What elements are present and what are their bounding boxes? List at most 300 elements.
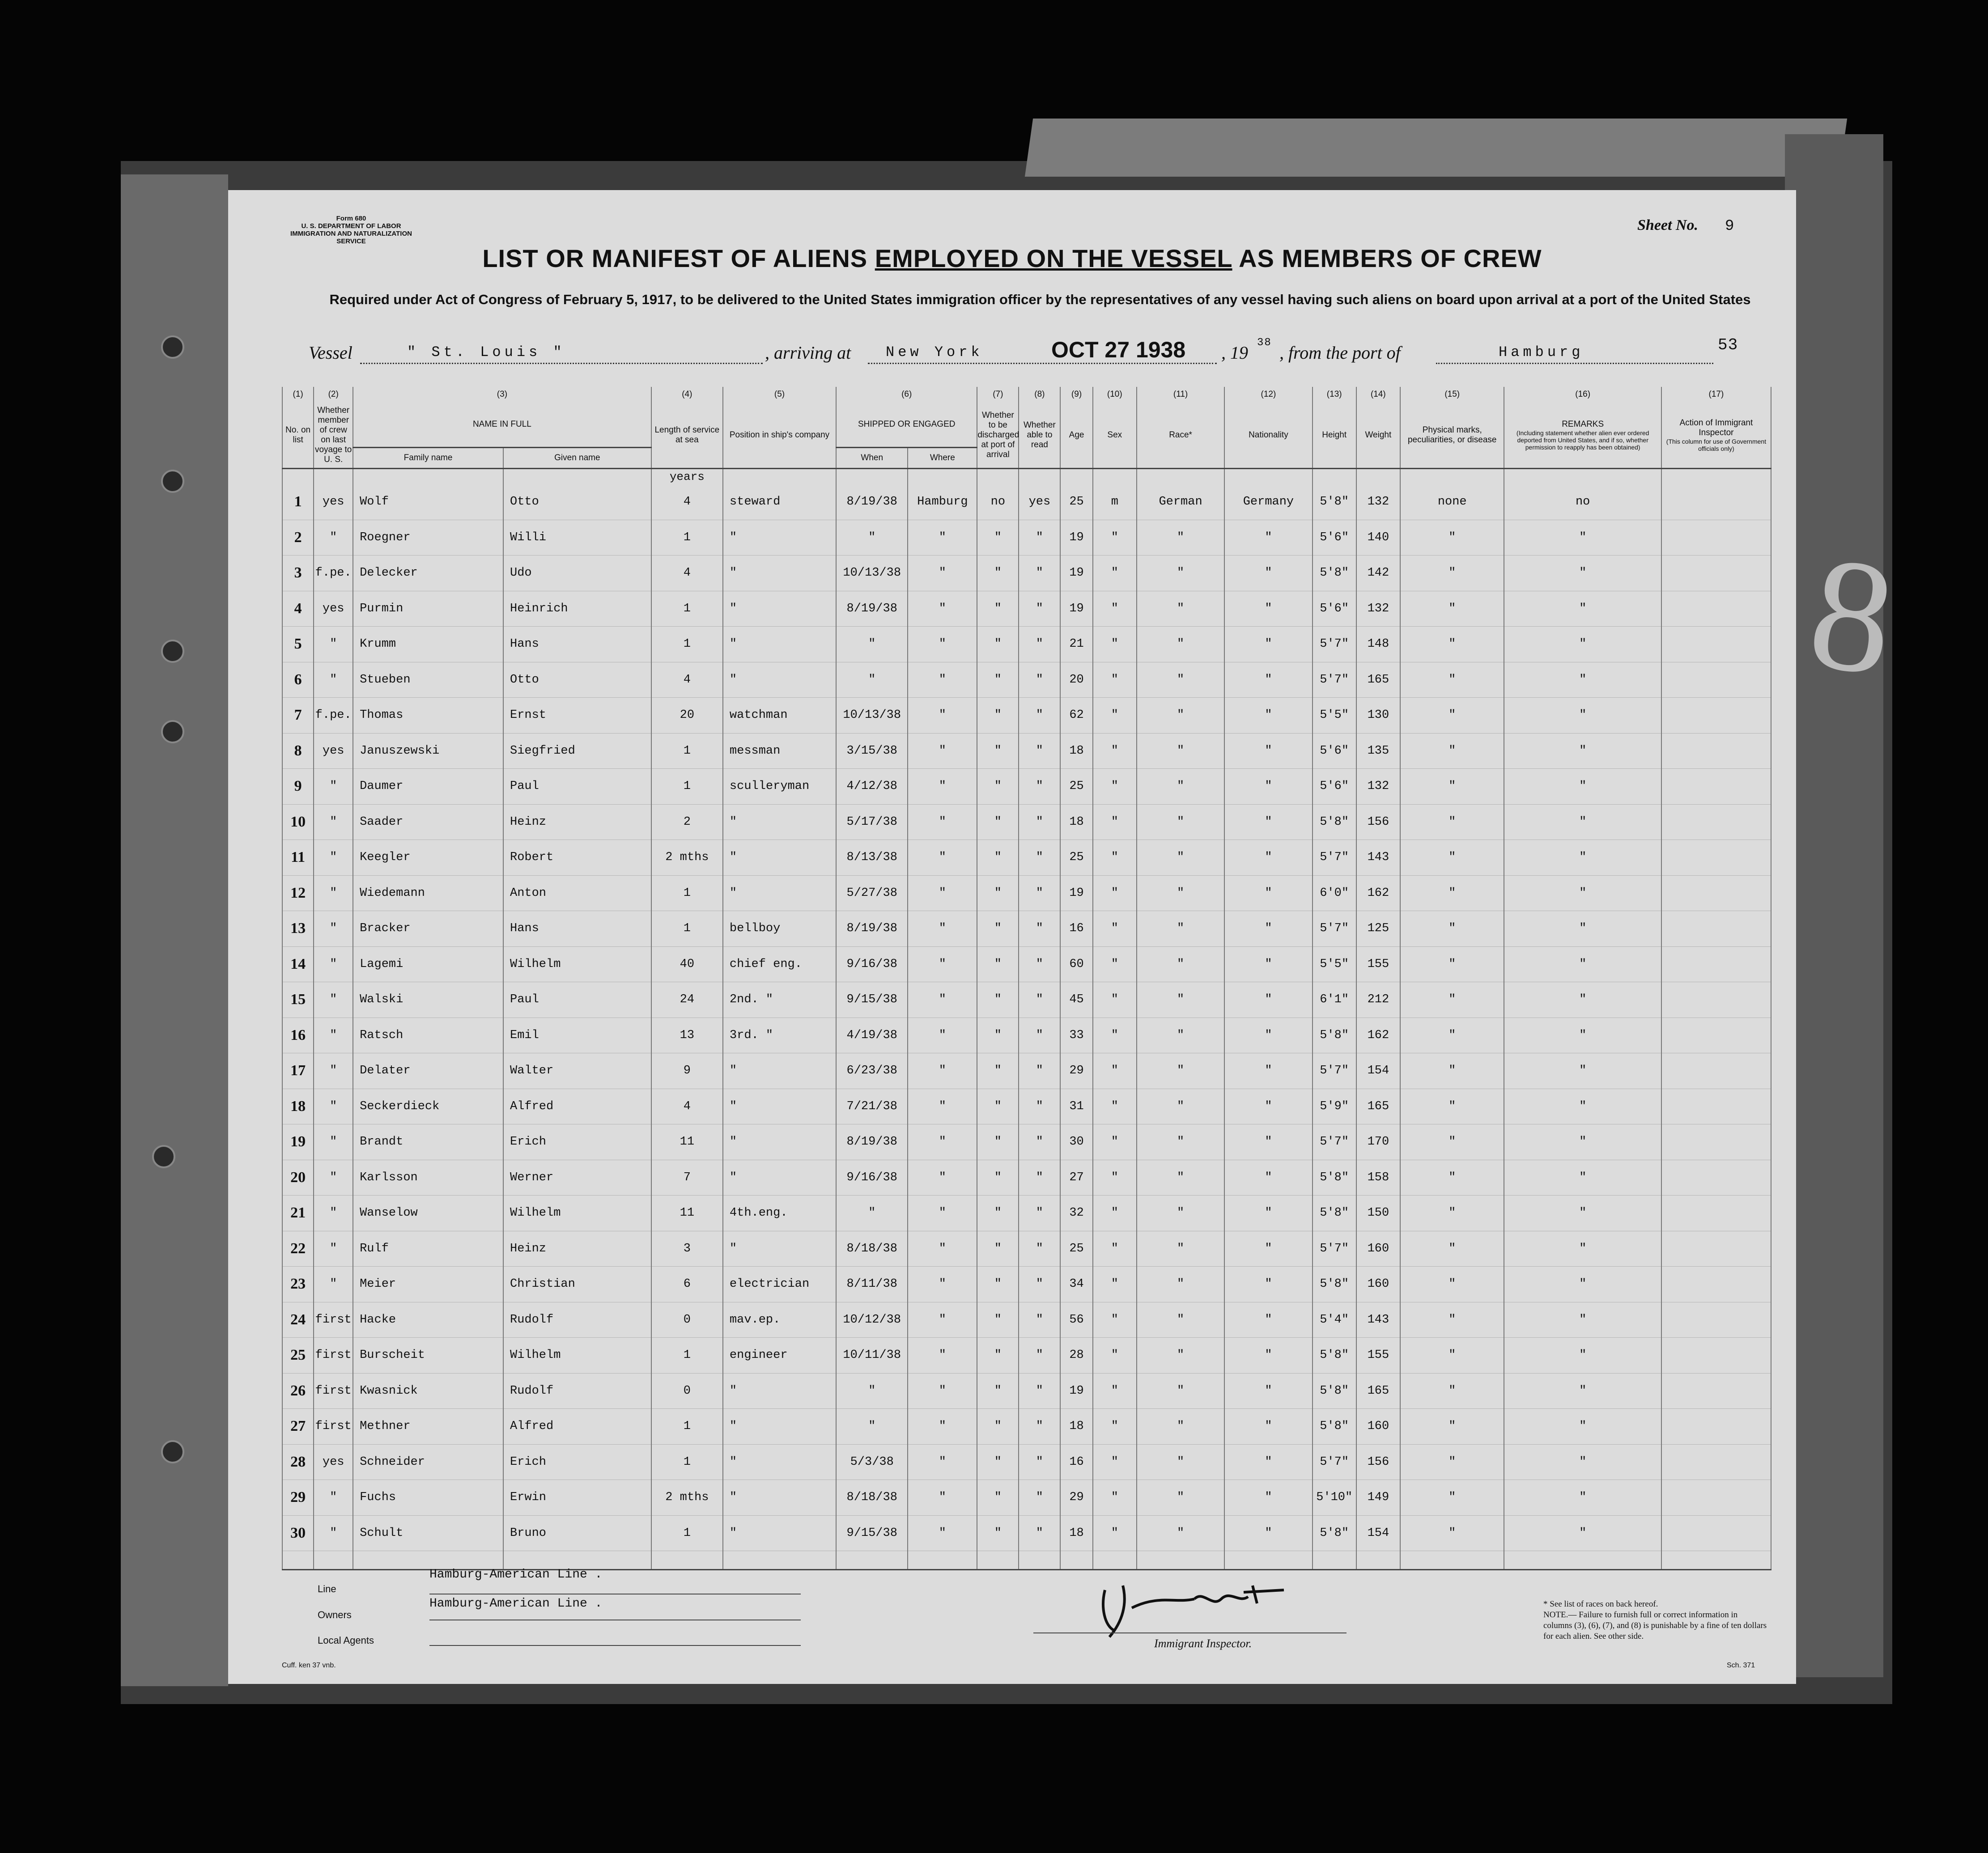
to-be-discharged-cell: " [977, 1302, 1019, 1338]
sex-cell: " [1093, 1480, 1137, 1516]
position-cell: messman [723, 733, 836, 769]
age-cell: 19 [1060, 520, 1092, 555]
sex-cell: " [1093, 1409, 1137, 1445]
physical-marks-cell: " [1400, 1267, 1504, 1302]
able-to-read-cell: " [1019, 1444, 1060, 1480]
height-cell: 5'6" [1313, 520, 1356, 555]
length-of-service-cell: 13 [651, 1018, 723, 1053]
sex-cell: " [1093, 1053, 1137, 1089]
able-to-read-cell: " [1019, 911, 1060, 947]
length-of-service-cell: 24 [651, 982, 723, 1018]
to-be-discharged-cell: " [977, 698, 1019, 734]
scan-backing-top [1025, 119, 1847, 177]
sex-cell: " [1093, 875, 1137, 911]
from-fill-line [1436, 363, 1713, 364]
shipped-when-cell: 8/18/38 [836, 1480, 908, 1516]
shipped-when-cell: 8/19/38 [836, 911, 908, 947]
header-height: Height [1313, 402, 1356, 469]
shipped-where-cell: " [908, 1196, 977, 1231]
family-name-cell: Daumer [353, 769, 503, 805]
given-name-cell: Rudolf [503, 1373, 651, 1409]
previous-voyage-cell: first [314, 1338, 353, 1374]
nationality-cell: " [1224, 1124, 1312, 1160]
nationality-cell: " [1224, 1018, 1312, 1053]
height-cell: 5'7" [1313, 627, 1356, 662]
family-name-cell: Wolf [353, 484, 503, 520]
given-name-cell: Erich [503, 1124, 651, 1160]
able-to-read-cell: " [1019, 1338, 1060, 1374]
height-cell: 5'4" [1313, 1302, 1356, 1338]
inspector-action-cell [1661, 1231, 1771, 1267]
given-name-cell: Robert [503, 840, 651, 876]
form-reference: Form 680 U. S. DEPARTMENT OF LABOR IMMIGRATION AND NATURALIZATION SERVICE [290, 215, 412, 245]
blank-cell [1137, 469, 1224, 485]
inspector-action-cell [1661, 733, 1771, 769]
family-name-cell: Schneider [353, 1444, 503, 1480]
remarks-cell: " [1504, 1267, 1661, 1302]
to-be-discharged-cell: " [977, 1515, 1019, 1551]
title-part-c: AS MEMBERS OF CREW [1232, 244, 1542, 272]
given-name-cell: Otto [503, 484, 651, 520]
to-be-discharged-cell: " [977, 1018, 1019, 1053]
table-row [282, 591, 1771, 627]
height-cell: 5'8" [1313, 1409, 1356, 1445]
shipped-when-cell: " [836, 1196, 908, 1231]
header-shipped-or-engaged: SHIPPED OR ENGAGED [836, 402, 977, 448]
crew-number-cell: 2 [282, 520, 314, 555]
inspector-action-cell [1661, 484, 1771, 520]
nationality-cell: " [1224, 1338, 1312, 1374]
crew-number-cell: 16 [282, 1018, 314, 1053]
previous-voyage-cell: " [314, 982, 353, 1018]
shipped-where-cell: " [908, 1018, 977, 1053]
able-to-read-cell: yes [1019, 484, 1060, 520]
given-name-cell: Emil [503, 1018, 651, 1053]
given-name-cell: Siegfried [503, 733, 651, 769]
age-cell: 33 [1060, 1018, 1092, 1053]
nationality-cell: " [1224, 1196, 1312, 1231]
previous-voyage-cell: " [314, 1515, 353, 1551]
family-name-cell: Keegler [353, 840, 503, 876]
length-of-service-cell: 0 [651, 1373, 723, 1409]
shipped-when-cell: 8/11/38 [836, 1267, 908, 1302]
header-given-name: Given name [503, 448, 651, 469]
position-cell: " [723, 1409, 836, 1445]
scan-backing-shadow [1785, 134, 1883, 1677]
length-of-service-cell: 1 [651, 1338, 723, 1374]
height-cell: 5'9" [1313, 1089, 1356, 1124]
race-cell: " [1137, 591, 1224, 627]
to-be-discharged-cell: " [977, 555, 1019, 591]
shipped-where-cell: " [908, 1338, 977, 1374]
table-row [282, 804, 1771, 840]
weight-cell: 165 [1356, 1373, 1400, 1409]
sex-cell: " [1093, 1515, 1137, 1551]
header-length-of-service: Length of service at sea [651, 402, 723, 469]
header-remarks-title: REMARKS [1562, 419, 1604, 429]
shipped-where-cell: " [908, 1267, 977, 1302]
remarks-cell: " [1504, 662, 1661, 698]
cuff-note: Cuff. ken 37 vnb. [282, 1662, 336, 1669]
position-cell: " [723, 1160, 836, 1196]
length-of-service-cell: 0 [651, 1302, 723, 1338]
family-name-cell: Walski [353, 982, 503, 1018]
race-cell: " [1137, 840, 1224, 876]
table-row [282, 733, 1771, 769]
family-name-cell: Bracker [353, 911, 503, 947]
height-cell: 5'5" [1313, 698, 1356, 734]
able-to-read-cell: " [1019, 698, 1060, 734]
position-cell: " [723, 1480, 836, 1516]
able-to-read-cell: " [1019, 520, 1060, 555]
physical-marks-cell: " [1400, 627, 1504, 662]
header-sex: Sex [1093, 402, 1137, 469]
height-cell: 5'7" [1313, 1444, 1356, 1480]
given-name-cell: Erich [503, 1444, 651, 1480]
sex-cell: " [1093, 662, 1137, 698]
race-cell: " [1137, 1409, 1224, 1445]
able-to-read-cell: " [1019, 1089, 1060, 1124]
given-name-cell: Anton [503, 875, 651, 911]
blank-cell [1661, 469, 1771, 485]
inspector-action-cell [1661, 1053, 1771, 1089]
height-cell: 5'7" [1313, 662, 1356, 698]
shipped-where-cell: " [908, 1160, 977, 1196]
family-name-cell: Methner [353, 1409, 503, 1445]
remarks-cell: " [1504, 1018, 1661, 1053]
remarks-cell: " [1504, 733, 1661, 769]
nationality-cell: " [1224, 946, 1312, 982]
given-name-cell: Wilhelm [503, 946, 651, 982]
shipped-where-cell: " [908, 627, 977, 662]
remarks-cell: " [1504, 982, 1661, 1018]
shipped-where-cell: " [908, 733, 977, 769]
sex-cell: " [1093, 769, 1137, 805]
nationality-cell: " [1224, 733, 1312, 769]
crew-number-cell: 13 [282, 911, 314, 947]
arriving-fill-line [868, 363, 1217, 364]
document-subtitle: Required under Act of Congress of February 5, 1917, to be delivered to the United States immigration officer by the representatives of any vessel having such aliens on board upon arrival at a port of the United States [329, 292, 1751, 307]
shipped-when-cell: 6/23/38 [836, 1053, 908, 1089]
physical-marks-cell: " [1400, 875, 1504, 911]
crew-number-cell: 11 [282, 840, 314, 876]
shipped-when-cell: " [836, 1373, 908, 1409]
age-cell: 16 [1060, 911, 1092, 947]
sex-cell: m [1093, 484, 1137, 520]
position-cell: watchman [723, 698, 836, 734]
weight-cell: 155 [1356, 946, 1400, 982]
position-cell: sculleryman [723, 769, 836, 805]
inspector-action-cell [1661, 982, 1771, 1018]
physical-marks-cell: " [1400, 1409, 1504, 1445]
physical-marks-cell: " [1400, 1018, 1504, 1053]
crew-number-cell: 18 [282, 1089, 314, 1124]
physical-marks-cell: " [1400, 946, 1504, 982]
table-row [282, 911, 1771, 947]
race-cell: " [1137, 1338, 1224, 1374]
family-name-cell: Roegner [353, 520, 503, 555]
crew-number-cell: 21 [282, 1196, 314, 1231]
height-cell: 5'8" [1313, 1373, 1356, 1409]
to-be-discharged-cell: " [977, 1053, 1019, 1089]
shipped-when-cell: " [836, 627, 908, 662]
height-cell: 5'8" [1313, 1160, 1356, 1196]
able-to-read-cell: " [1019, 662, 1060, 698]
previous-voyage-cell: " [314, 875, 353, 911]
age-cell: 19 [1060, 555, 1092, 591]
inspector-action-cell [1661, 1267, 1771, 1302]
remarks-cell: no [1504, 484, 1661, 520]
header-where: Where [908, 448, 977, 469]
previous-voyage-cell: " [314, 911, 353, 947]
shipped-when-cell: 10/13/38 [836, 555, 908, 591]
sex-cell: " [1093, 982, 1137, 1018]
physical-marks-cell: " [1400, 804, 1504, 840]
sex-cell: " [1093, 1124, 1137, 1160]
nationality-cell: " [1224, 1160, 1312, 1196]
previous-voyage-cell: " [314, 1231, 353, 1267]
position-cell: " [723, 840, 836, 876]
shipped-where-cell: " [908, 875, 977, 911]
physical-marks-cell: " [1400, 1338, 1504, 1374]
previous-voyage-cell: " [314, 1018, 353, 1053]
crew-number-cell: 22 [282, 1231, 314, 1267]
shipped-when-cell: 5/17/38 [836, 804, 908, 840]
inspector-action-cell [1661, 1302, 1771, 1338]
length-of-service-cell: 11 [651, 1124, 723, 1160]
age-cell: 30 [1060, 1124, 1092, 1160]
blank-cell [314, 469, 353, 485]
header-physical-marks: Physical marks, peculiarities, or disease [1400, 402, 1504, 469]
colnum-4: (4) [651, 387, 723, 402]
remarks-cell: " [1504, 840, 1661, 876]
inspector-action-cell [1661, 1444, 1771, 1480]
remarks-cell: " [1504, 1338, 1661, 1374]
header-race: Race* [1137, 402, 1224, 469]
race-cell: " [1137, 1515, 1224, 1551]
physical-marks-cell: " [1400, 1515, 1504, 1551]
height-cell: 5'8" [1313, 484, 1356, 520]
remarks-cell: " [1504, 1160, 1661, 1196]
race-cell: " [1137, 627, 1224, 662]
remarks-cell: " [1504, 769, 1661, 805]
to-be-discharged-cell: " [977, 591, 1019, 627]
shipped-when-cell: 8/13/38 [836, 840, 908, 876]
race-cell: " [1137, 769, 1224, 805]
race-cell: " [1137, 804, 1224, 840]
given-name-cell: Rudolf [503, 1302, 651, 1338]
nationality-cell: " [1224, 1373, 1312, 1409]
weight-cell: 142 [1356, 555, 1400, 591]
line-value: Hamburg-American Line . [429, 1568, 603, 1582]
to-be-discharged-cell: " [977, 1409, 1019, 1445]
given-name-cell: Udo [503, 555, 651, 591]
weight-cell: 165 [1356, 1089, 1400, 1124]
remarks-cell: " [1504, 1196, 1661, 1231]
remarks-cell: " [1504, 627, 1661, 662]
inspector-action-cell [1661, 1160, 1771, 1196]
inspector-action-cell [1661, 1124, 1771, 1160]
year-prefix: , 19 [1221, 343, 1248, 363]
crew-number-cell: 19 [282, 1124, 314, 1160]
weight-cell: 160 [1356, 1267, 1400, 1302]
physical-marks-cell: " [1400, 769, 1504, 805]
to-be-discharged-cell: " [977, 1160, 1019, 1196]
family-name-cell: Seckerdieck [353, 1089, 503, 1124]
weight-cell: 156 [1356, 804, 1400, 840]
inspector-action-cell [1661, 1018, 1771, 1053]
sex-cell: " [1093, 1373, 1137, 1409]
shipped-when-cell: 4/19/38 [836, 1018, 908, 1053]
sex-cell: " [1093, 1089, 1137, 1124]
nationality-cell: " [1224, 520, 1312, 555]
age-cell: 34 [1060, 1267, 1092, 1302]
weight-cell: 165 [1356, 662, 1400, 698]
blank-cell [1093, 469, 1137, 485]
family-name-cell: Januszewski [353, 733, 503, 769]
previous-voyage-cell: " [314, 1124, 353, 1160]
given-name-cell: Walter [503, 1053, 651, 1089]
previous-voyage-cell: yes [314, 733, 353, 769]
header-previous-voyage: Whether member of crew on last voyage to U. S. [314, 402, 353, 469]
table-row [282, 1231, 1771, 1267]
given-name-cell: Werner [503, 1160, 651, 1196]
family-name-cell: Thomas [353, 698, 503, 734]
colnum-10: (10) [1093, 387, 1137, 402]
crew-number-cell: 9 [282, 769, 314, 805]
weight-cell: 143 [1356, 1302, 1400, 1338]
remarks-cell: " [1504, 1124, 1661, 1160]
header-remarks [1504, 402, 1661, 469]
previous-voyage-cell: " [314, 946, 353, 982]
blank-cell [1504, 469, 1661, 485]
year-suffix: 38 [1257, 337, 1272, 349]
weight-cell: 130 [1356, 698, 1400, 734]
length-of-service-cell: 6 [651, 1267, 723, 1302]
sheet-number-value: 9 [1725, 218, 1734, 235]
given-name-cell: Ernst [503, 698, 651, 734]
sheet-number [1637, 217, 1734, 235]
shipped-when-cell: 9/16/38 [836, 1160, 908, 1196]
sheet-number-label: Sheet No. [1637, 217, 1698, 233]
race-cell: " [1137, 1480, 1224, 1516]
length-of-service-cell: 1 [651, 875, 723, 911]
able-to-read-cell: " [1019, 591, 1060, 627]
shipped-where-cell: " [908, 1373, 977, 1409]
shipped-when-cell: 10/11/38 [836, 1338, 908, 1374]
nationality-cell: " [1224, 1409, 1312, 1445]
given-name-cell: Wilhelm [503, 1196, 651, 1231]
blank-cell [282, 469, 314, 485]
header-family-name: Family name [353, 448, 503, 469]
previous-voyage-cell: first [314, 1409, 353, 1445]
header-inspector-title: Action of Immigrant Inspector [1679, 418, 1753, 437]
physical-marks-cell: " [1400, 733, 1504, 769]
length-of-service-cell: 2 mths [651, 840, 723, 876]
blank-cell [977, 469, 1019, 485]
header-inspector-note: (This column for use of Government officials only) [1666, 437, 1767, 452]
length-of-service-cell: 1 [651, 591, 723, 627]
sex-cell: " [1093, 698, 1137, 734]
race-cell: " [1137, 1089, 1224, 1124]
shipped-where-cell: " [908, 911, 977, 947]
given-name-cell: Wilhelm [503, 1338, 651, 1374]
header-row [282, 402, 1771, 448]
vessel-line [309, 336, 1785, 369]
crew-number-cell: 12 [282, 875, 314, 911]
sex-cell: " [1093, 1302, 1137, 1338]
weight-cell: 158 [1356, 1160, 1400, 1196]
able-to-read-cell: " [1019, 840, 1060, 876]
sex-cell: " [1093, 1267, 1137, 1302]
height-cell: 5'8" [1313, 1196, 1356, 1231]
title-part-a: LIST OR MANIFEST OF ALIENS [482, 244, 875, 272]
penalty-note: NOTE.— Failure to furnish full or correct information in columns (3), (6), (7), and (8) is punishable by a fine of ten dollars for each alien. See other side. [1543, 1610, 1767, 1641]
nationality-cell: " [1224, 1444, 1312, 1480]
height-cell: 5'7" [1313, 1124, 1356, 1160]
family-name-cell: Rulf [353, 1231, 503, 1267]
given-name-cell: Christian [503, 1267, 651, 1302]
position-cell: " [723, 875, 836, 911]
colnum-3: (3) [353, 387, 651, 402]
nationality-cell: " [1224, 591, 1312, 627]
to-be-discharged-cell: " [977, 1124, 1019, 1160]
race-cell: " [1137, 1267, 1224, 1302]
crew-number-cell: 25 [282, 1338, 314, 1374]
colnum-2: (2) [314, 387, 353, 402]
given-name-cell: Heinz [503, 1231, 651, 1267]
height-cell: 5'8" [1313, 1515, 1356, 1551]
table-row [282, 840, 1771, 876]
race-cell: " [1137, 1302, 1224, 1338]
weight-cell: 170 [1356, 1124, 1400, 1160]
age-cell: 60 [1060, 946, 1092, 982]
race-cell: " [1137, 555, 1224, 591]
family-name-cell: Delater [353, 1053, 503, 1089]
able-to-read-cell: " [1019, 1515, 1060, 1551]
position-cell: " [723, 1124, 836, 1160]
shipped-where-cell: " [908, 1480, 977, 1516]
nationality-cell: " [1224, 1302, 1312, 1338]
nationality-cell: " [1224, 1231, 1312, 1267]
height-cell: 5'7" [1313, 911, 1356, 947]
to-be-discharged-cell: " [977, 733, 1019, 769]
age-cell: 29 [1060, 1053, 1092, 1089]
colnum-7: (7) [977, 387, 1019, 402]
crew-number-cell: 24 [282, 1302, 314, 1338]
able-to-read-cell: " [1019, 1124, 1060, 1160]
length-of-service-cell: 1 [651, 911, 723, 947]
family-name-cell: Purmin [353, 591, 503, 627]
colnum-12: (12) [1224, 387, 1312, 402]
previous-voyage-cell: f.pe. [314, 698, 353, 734]
previous-voyage-cell: " [314, 840, 353, 876]
blank-cell [503, 469, 651, 485]
given-name-cell: Paul [503, 769, 651, 805]
remarks-cell: " [1504, 1302, 1661, 1338]
weight-cell: 125 [1356, 911, 1400, 947]
sex-cell: " [1093, 733, 1137, 769]
race-cell: " [1137, 733, 1224, 769]
inspector-action-cell [1661, 840, 1771, 876]
header-age: Age [1060, 402, 1092, 469]
length-of-service-cell: 1 [651, 1409, 723, 1445]
physical-marks-cell: " [1400, 1373, 1504, 1409]
race-cell: " [1137, 946, 1224, 982]
line-label: Line [318, 1583, 336, 1594]
to-be-discharged-cell: " [977, 1480, 1019, 1516]
inspector-action-cell [1661, 1373, 1771, 1409]
